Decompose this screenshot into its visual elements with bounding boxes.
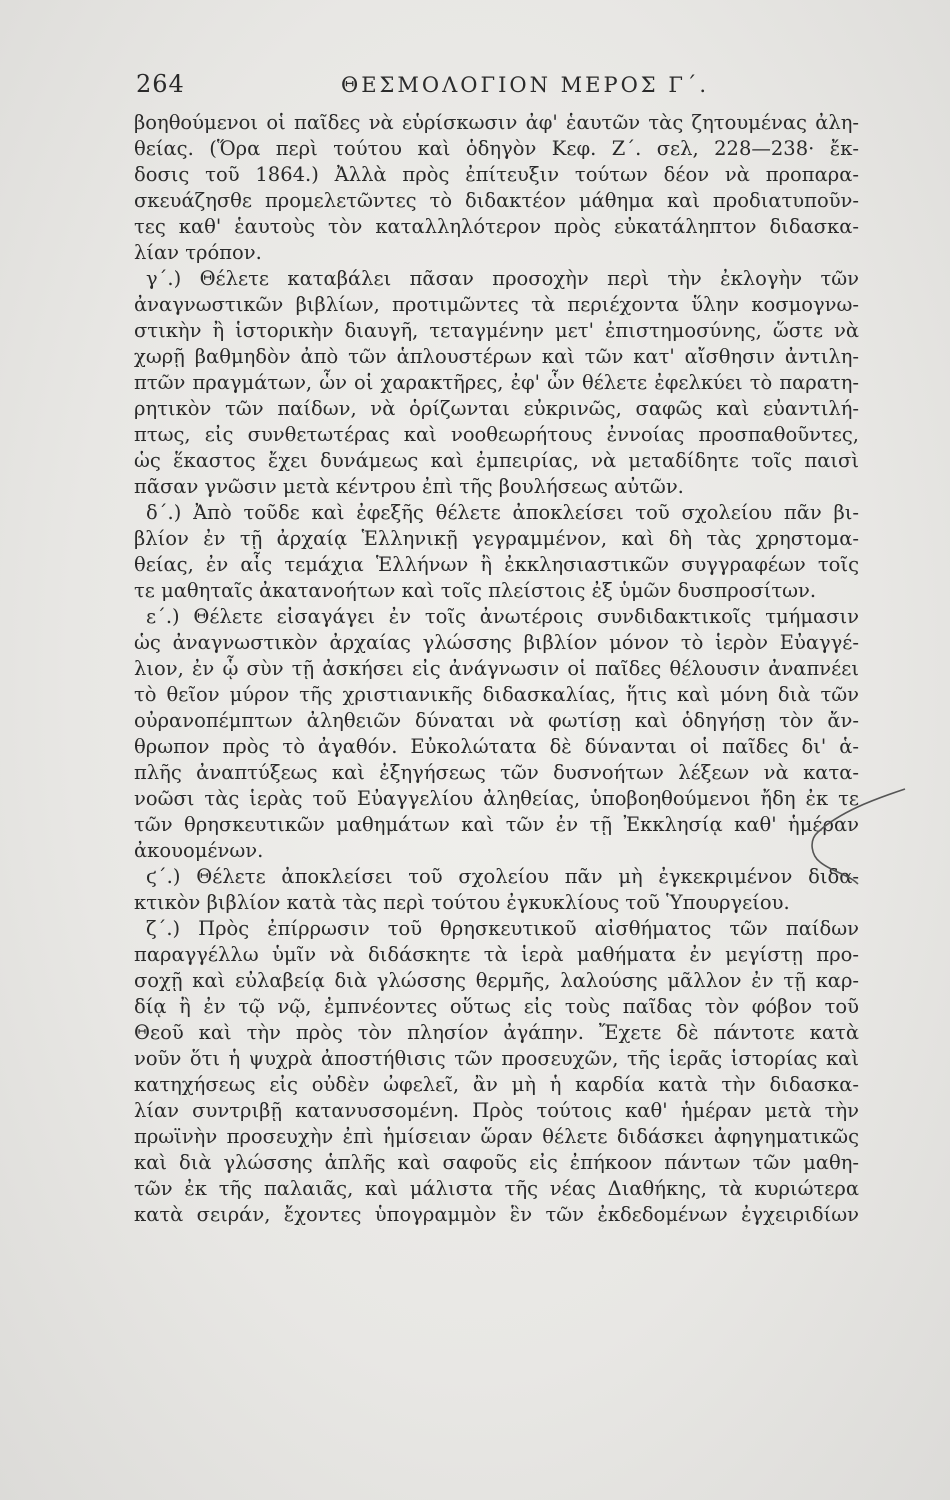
- text-line: οὐρανοπέμπτων ἀληθειῶν δύναται νὰ φωτίσῃ καὶ ὁδηγήσῃ τὸν ἄν-: [134, 709, 859, 732]
- text-line: λίαν τρόπον.: [134, 241, 262, 264]
- text-line: πᾶσαν γνῶσιν μετὰ κέντρου ἐπὶ τῆς βουλήσεως αὐτῶν.: [134, 475, 684, 498]
- text-line: δίᾳ ἢ ἐν τῷ νῷ, ἐμπνέοντες οὕτως εἰς τοὺς παῖδας τὸν φόβον τοῦ: [134, 995, 859, 1018]
- text-line: ἀναγνωστικῶν βιβλίων, προτιμῶντες τὰ περιέχοντα ὕλην κοσμογνω-: [134, 293, 859, 316]
- text-line: πτως, εἰς συνθετωτέρας καὶ νοοθεωρήτους ἐννοίας προσπαθοῦντες,: [134, 423, 859, 446]
- text-line: θείας. (Ὅρα περὶ τούτου καὶ ὁδηγὸν Κεφ. Ζ΄. σελ, 228—238· ἔκ-: [134, 137, 859, 160]
- body-text: [134, 110, 859, 1228]
- text-line: νοῦν ὅτι ἡ ψυχρὰ ἀποστήθισις τῶν προσευχῶν, τῆς ἱερᾶς ἱστορίας καὶ: [134, 1047, 859, 1070]
- text-line: παραγγέλλω ὑμῖν νὰ διδάσκητε τὰ ἱερὰ μαθήματα ἐν μεγίστῃ προ-: [134, 943, 859, 966]
- text-line: τε μαθηταῖς ἀκατανοήτων καὶ τοῖς πλείστοις ἐξ ὑμῶν δυσπροσίτων.: [134, 579, 817, 602]
- text-line: τῶν θρησκευτικῶν μαθημάτων καὶ τῶν ἐν τῇ Ἐκκλησίᾳ καθ' ἡμέραν: [134, 813, 859, 836]
- text-line: θρωπον πρὸς τὸ ἀγαθόν. Εὐκολώτατα δὲ δύνανται οἱ παῖδες δι' ἁ-: [134, 735, 859, 758]
- text-line: ὡς ἀναγνωστικὸν ἀρχαίας γλώσσης βιβλίον μόνον τὸ ἱερὸν Εὐαγγέ-: [134, 631, 859, 654]
- text-line: ἀκουομένων.: [134, 839, 264, 862]
- text-line: τῶν ἐκ τῆς παλαιᾶς, καὶ μάλιστα τῆς νέας Διαθήκης, τὰ κυριώτερα: [134, 1177, 859, 1200]
- text-line: καὶ διὰ γλώσσης ἁπλῆς καὶ σαφοῦς εἰς ἐπήκοον πάντων τῶν μαθη-: [134, 1151, 859, 1174]
- text-line: κατὰ σειράν, ἔχοντες ὑπογραμμὸν ἓν τῶν ἐκδεδομένων ἐγχειριδίων: [134, 1203, 859, 1226]
- text-line: ὡς ἕκαστος ἔχει δυνάμεως καὶ ἐμπειρίας, νὰ μεταδίδητε τοῖς παισὶ: [134, 449, 859, 472]
- text-line: ζ΄.) Πρὸς ἐπίρρωσιν τοῦ θρησκευτικοῦ αἰσθήματος τῶν παίδων: [146, 917, 859, 940]
- text-line: τες καθ' ἑαυτοὺς τὸν καταλληλότερον πρὸς εὐκατάληπτον διδασκα-: [134, 215, 859, 238]
- text-line: τὸ θεῖον μύρον τῆς χριστιανικῆς διδασκαλίας, ἥτις καὶ μόνη διὰ τῶν: [134, 683, 859, 706]
- text-line: δ΄.) Ἀπὸ τοῦδε καὶ ἐφεξῆς θέλετε ἀποκλείσει τοῦ σχολείου πᾶν βι-: [146, 501, 859, 524]
- page-number: 264: [136, 70, 185, 98]
- text-line: νοῶσι τὰς ἱερὰς τοῦ Εὐαγγελίου ἀληθείας, ὑποβοηθούμενοι ἤδη ἐκ τε: [134, 787, 859, 810]
- text-line: πρωϊνὴν προσευχὴν ἐπὶ ἡμίσειαν ὥραν θέλετε διδάσκει ἀφηγηματικῶς: [134, 1125, 859, 1148]
- text-line: ε΄.) Θέλετε εἰσαγάγει ἐν τοῖς ἀνωτέροις συνδιδακτικοῖς τμήμασιν: [146, 605, 859, 628]
- text-line: βλίον ἐν τῇ ἀρχαίᾳ Ἑλληνικῇ γεγραμμένον, καὶ δὴ τὰς χρηστομα-: [134, 527, 859, 550]
- text-line: χωρῇ βαθμηδὸν ἀπὸ τῶν ἁπλουστέρων καὶ τῶν κατ' αἴσθησιν ἀντιλη-: [134, 345, 859, 368]
- text-line: στικὴν ἢ ἱστορικὴν διαυγῆ, τεταγμένην μετ' ἐπιστημοσύνης, ὥστε νὰ: [134, 319, 859, 342]
- text-line: ρητικὸν τῶν παίδων, νὰ ὁρίζωνται εὐκρινῶς, σαφῶς καὶ εὐαντιλή-: [134, 397, 859, 420]
- page-header: [136, 70, 816, 106]
- text-line: λίαν συντριβῇ κατανυσσομένη. Πρὸς τούτοις καθ' ἡμέραν μετὰ τὴν: [134, 1099, 859, 1122]
- text-line: κατηχήσεως εἰς οὐδὲν ὠφελεῖ, ἂν μὴ ἡ καρδία κατὰ τὴν διδασκα-: [134, 1073, 859, 1096]
- text-line: Θεοῦ καὶ τὴν πρὸς τὸν πλησίον ἀγάπην. Ἔχετε δὲ πάντοτε κατὰ: [134, 1021, 859, 1044]
- text-line: σοχῇ καὶ εὐλαβείᾳ διὰ γλώσσης θερμῆς, λαλούσης μᾶλλον ἐν τῇ καρ-: [134, 969, 859, 992]
- text-line: ϛ΄.) Θέλετε ἀποκλείσει τοῦ σχολείου πᾶν μὴ ἐγκεκριμένον διδα-: [146, 865, 859, 888]
- text-line: σκευάζησθε προμελετῶντες τὸ διδακτέον μάθημα καὶ προδιατυποῦν-: [134, 189, 859, 212]
- text-line: γ΄.) Θέλετε καταβάλει πᾶσαν προσοχὴν περὶ τὴν ἐκλογὴν τῶν: [146, 267, 859, 290]
- text-line: δοσις τοῦ 1864.) Ἀλλὰ πρὸς ἐπίτευξιν τούτων δέον νὰ προπαρα-: [134, 163, 859, 186]
- text-line: βοηθούμενοι οἱ παῖδες νὰ εὑρίσκωσιν ἀφ' ἑαυτῶν τὰς ζητουμένας ἀλη-: [134, 111, 859, 134]
- running-title: ΘΕΣΜΟΛΟΓΙΟΝ ΜΕΡΟΣ Γ΄.: [341, 73, 710, 97]
- text-line: πλῆς ἀναπτύξεως καὶ ἐξηγήσεως τῶν δυσνοήτων λέξεων νὰ κατα-: [134, 761, 859, 784]
- text-line: κτικὸν βιβλίον κατὰ τὰς περὶ τούτου ἐγκυκλίους τοῦ Ὑπουργείου.: [134, 891, 790, 914]
- text-line: πτῶν πραγμάτων, ὧν οἱ χαρακτῆρες, ἐφ' ὧν θέλετε ἐφελκύει τὸ παρατη-: [134, 371, 859, 394]
- text-line: λιον, ἐν ᾧ σὺν τῇ ἀσκήσει εἰς ἀνάγνωσιν οἱ παῖδες θέλουσιν ἀναπνέει: [134, 657, 859, 680]
- text-line: θείας, ἐν αἷς τεμάχια Ἑλλήνων ἢ ἐκκλησιαστικῶν συγγραφέων τοῖς: [134, 553, 859, 576]
